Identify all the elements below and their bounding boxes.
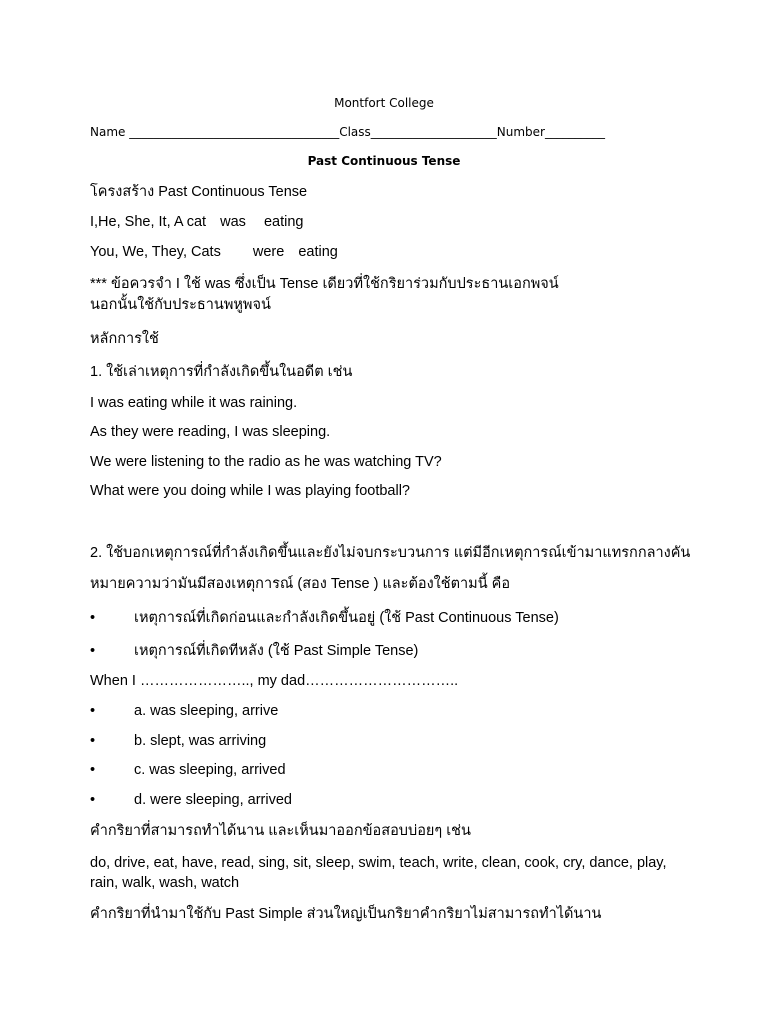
choice-item	[90, 702, 278, 720]
verbs-heading-long: คำกริยาที่สามารถทำได้นาน และเห็นมาออกข้อสอบบ่อยๆ เช่น	[90, 823, 471, 839]
school-name: Montfort College	[334, 96, 434, 110]
verbs-heading-short: คำกริยาที่นำมาใช้กับ Past Simple ส่วนใหญ่เป็นกริยาคำกริยาไม่สามารถทำได้นาน	[90, 906, 602, 922]
bullet-text: เหตุการณ์ที่เกิดก่อนและกำลังเกิดขึ้นอยู่ (ใช้ Past Continuous Tense)	[134, 610, 559, 626]
structure-row-singular	[90, 213, 303, 231]
choice-item	[90, 761, 286, 779]
exercise-question: When I ………………….., my dad…………………………..	[90, 673, 459, 689]
example-sentence: What were you doing while I was playing football?	[90, 483, 410, 499]
structure-heading: โครงสร้าง Past Continuous Tense	[90, 184, 308, 200]
choice-text: c. was sleeping, arrived	[134, 762, 286, 778]
usage-bullet-item	[90, 642, 418, 660]
singular-verb: eating	[263, 214, 304, 230]
plural-aux: were	[252, 244, 285, 260]
example-sentence: As they were reading, I was sleeping.	[90, 424, 331, 440]
note-line-2: นอกนั้นใช้กับประธานพหูพจน์	[90, 297, 271, 313]
usage-point-2-continued: หมายความว่ามันมีสองเหตุการณ์ (สอง Tense ) และต้องใช้ตามนี้ คือ	[90, 576, 511, 592]
choice-item	[90, 732, 266, 750]
bullet-icon: •	[90, 733, 96, 749]
choice-text: b. slept, was arriving	[134, 733, 267, 749]
singular-aux: was	[220, 214, 246, 230]
example-sentence: We were listening to the radio as he was watching TV?	[90, 454, 442, 470]
bullet-icon: •	[90, 762, 96, 778]
choice-text: d. were sleeping, arrived	[134, 792, 292, 808]
usage-bullet-item	[90, 609, 559, 627]
name-class-number-line: Name ___________________________________Class_____________________Number__________	[90, 125, 605, 139]
choice-text: a. was sleeping, arrive	[134, 703, 279, 719]
structure-row-plural	[90, 243, 338, 261]
page-title: Past Continuous Tense	[307, 154, 461, 168]
choice-item	[90, 791, 292, 809]
bullet-text: เหตุการณ์ที่เกิดทีหลัง (ใช้ Past Simple Tense)	[134, 643, 419, 659]
bullet-icon: •	[90, 643, 96, 659]
bullet-icon: •	[90, 792, 96, 808]
usage-point-2: 2. ใช้บอกเหตุการณ์ที่กำลังเกิดขึ้นและยังไม่จบกระบวนการ แต่มีอีกเหตุการณ์เข้ามาแทรกกลางคัน	[90, 545, 691, 561]
singular-subjects: I,He, She, It, A cat	[90, 214, 207, 230]
note-line-1: *** ข้อควรจำ I ใช้ was ซึ่งเป็น Tense เดียวที่ใช้กริยาร่วมกับประธานเอกพจน์	[90, 276, 559, 292]
usage-heading: หลักการใช้	[90, 331, 159, 347]
example-sentence: I was eating while it was raining.	[90, 395, 298, 411]
plural-verb: eating	[298, 244, 338, 260]
usage-point-1: 1. ใช้เล่าเหตุการที่กำลังเกิดขึ้นในอดีต เช่น	[90, 364, 353, 380]
bullet-icon: •	[90, 610, 96, 626]
bullet-icon: •	[90, 703, 96, 719]
verbs-list: do, drive, eat, have, read, sing, sit, sleep, swim, teach, write, clean, cook, cry, dance, play, rain, walk, wash, watch	[90, 855, 667, 891]
plural-subjects: You, We, They, Cats	[90, 244, 221, 260]
